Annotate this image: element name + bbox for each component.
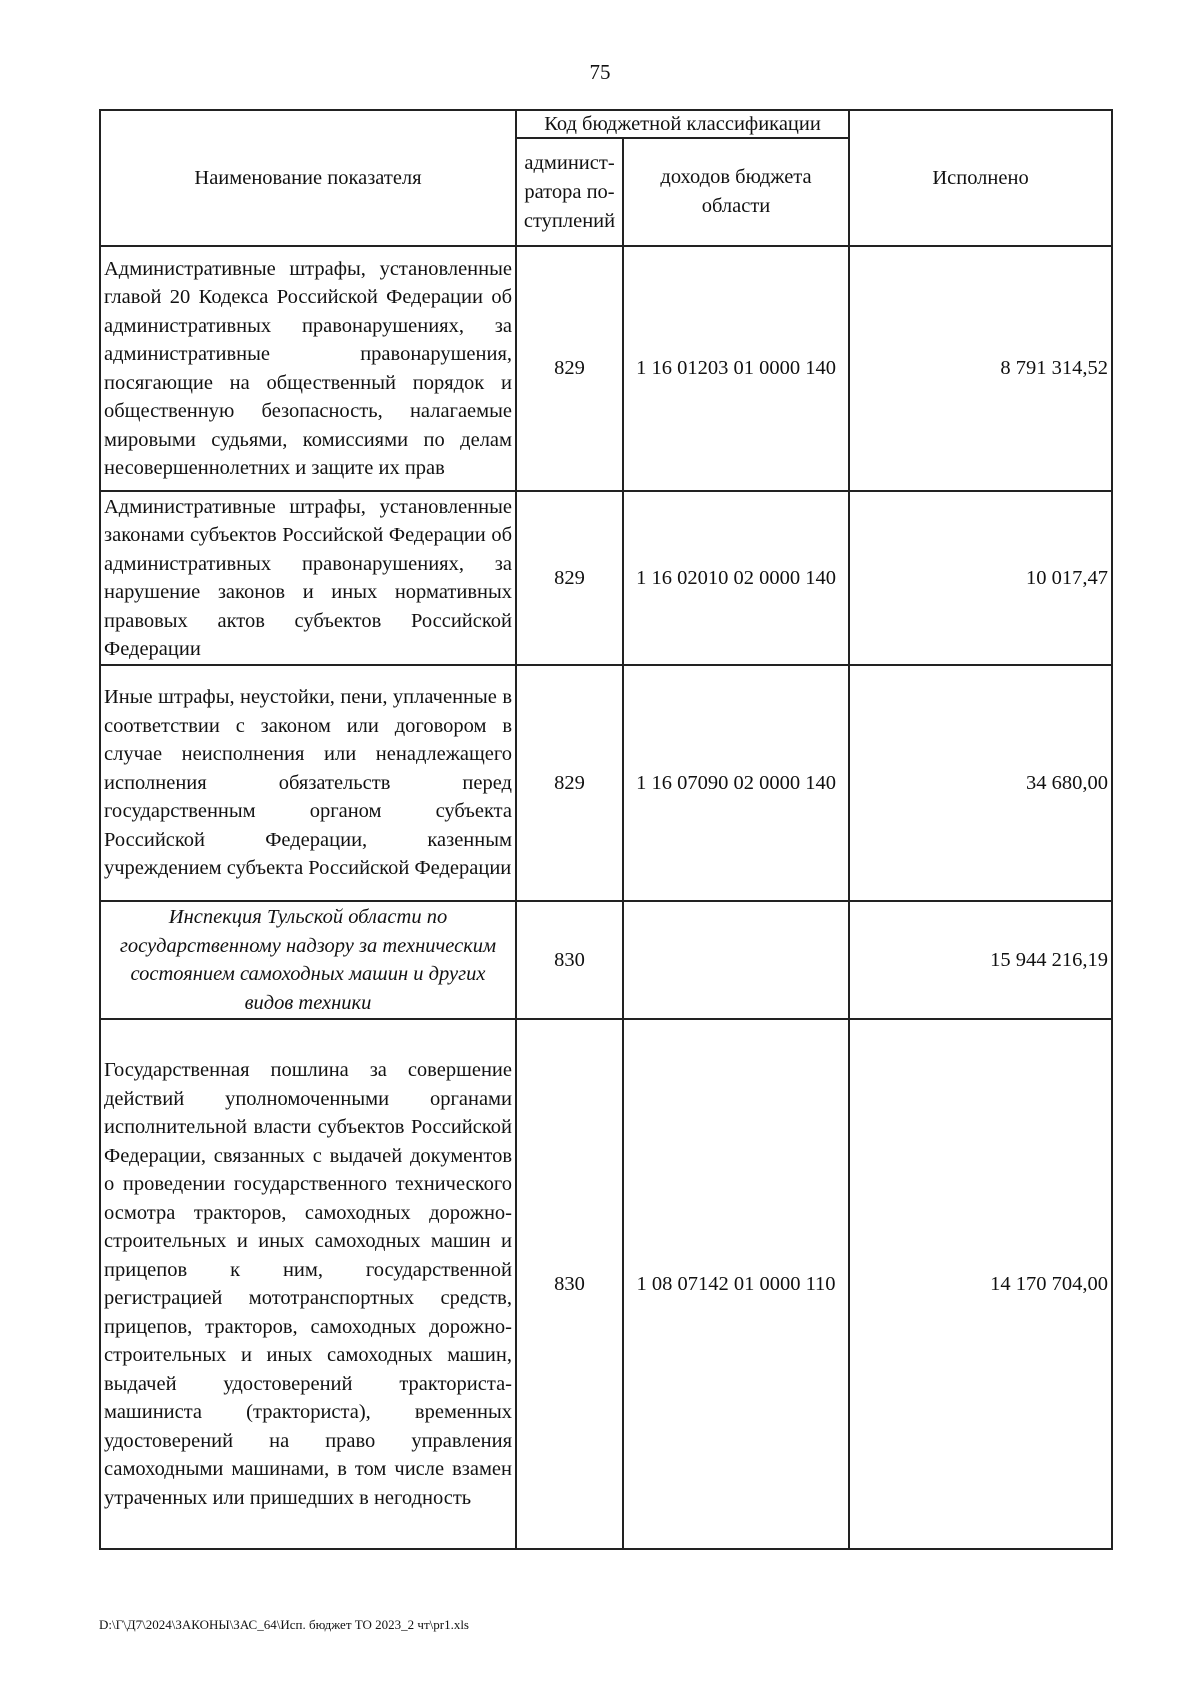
header-row <box>100 110 1112 138</box>
header-code-group: Код бюджетной классификации <box>516 110 849 138</box>
row-admin-code: 829 <box>516 246 623 491</box>
row-admin-code: 829 <box>516 491 623 665</box>
row-amount: 34 680,00 <box>849 665 1112 901</box>
row-income-code: 1 16 01203 01 0000 140 <box>623 246 849 491</box>
file-path-footer: D:\Г\Д7\2024\ЗАКОНЫ\ЗАС_64\Исп. бюджет ТО 2023_2 чт\pr1.xls <box>99 1617 469 1632</box>
row-amount: 15 944 216,19 <box>849 901 1112 1019</box>
page-number: 75 <box>589 60 611 84</box>
header-name: Наименование показателя <box>100 110 516 246</box>
header-income: доходов бюджета области <box>623 138 849 246</box>
budget-table <box>99 109 1113 1550</box>
header-executed: Исполнено <box>849 110 1112 246</box>
row-income-code <box>623 901 849 1019</box>
row-admin-code: 830 <box>516 1019 623 1549</box>
table-row <box>100 491 1112 665</box>
row-admin-code: 829 <box>516 665 623 901</box>
row-amount: 8 791 314,52 <box>849 246 1112 491</box>
table-row <box>100 246 1112 491</box>
table-row <box>100 665 1112 901</box>
row-income-code: 1 16 07090 02 0000 140 <box>623 665 849 901</box>
row-name: Административные штрафы, установленные законами субъектов Российской Федерации об административных правонарушениях, за нарушение законов и иных нормативных правовых актов субъектов Российской Федерации <box>100 491 516 665</box>
row-admin-code: 830 <box>516 901 623 1019</box>
row-amount: 14 170 704,00 <box>849 1019 1112 1549</box>
row-name: Государственная пошлина за совершение действий уполномоченными органами исполнительной власти субъектов Российской Федерации, связанных с выдачей документов о проведении государственного технического осмотра тракторов, самоходных дорожно-строительных и иных самоходных машин и прицепов к ним, государственной регистрацией мототранспортных средств, прицепов, тракторов, самоходных дорожно-строительных и иных самоходных машин, выдачей удостоверений тракториста-машиниста (тракториста), временных удостоверений на право управления самоходными машинами, в том числе взамен утраченных или пришедших в негодность <box>100 1019 516 1549</box>
table-row-section <box>100 901 1112 1019</box>
row-income-code: 1 08 07142 01 0000 110 <box>623 1019 849 1549</box>
table-row <box>100 1019 1112 1549</box>
row-name: Административные штрафы, установленные главой 20 Кодекса Российской Федерации об административных правонарушениях, за административные правонарушения, посягающие на общественный порядок и общественную безопасность, налагаемые мировыми судьями, комиссиями по делам несовершеннолетних и защите их прав <box>100 246 516 491</box>
row-name: Инспекция Тульской области по государственному надзору за техническим состоянием самоходных машин и других видов техники <box>100 901 516 1019</box>
row-income-code: 1 16 02010 02 0000 140 <box>623 491 849 665</box>
row-name: Иные штрафы, неустойки, пени, уплаченные в соответствии с законом или договором в случае неисполнения или ненадлежащего исполнения обязательств перед государственным органом субъекта Российской Федерации, казенным учреждением субъекта Российской Федерации <box>100 665 516 901</box>
row-amount: 10 017,47 <box>849 491 1112 665</box>
header-admin: админист-ратора по-ступлений <box>516 138 623 246</box>
